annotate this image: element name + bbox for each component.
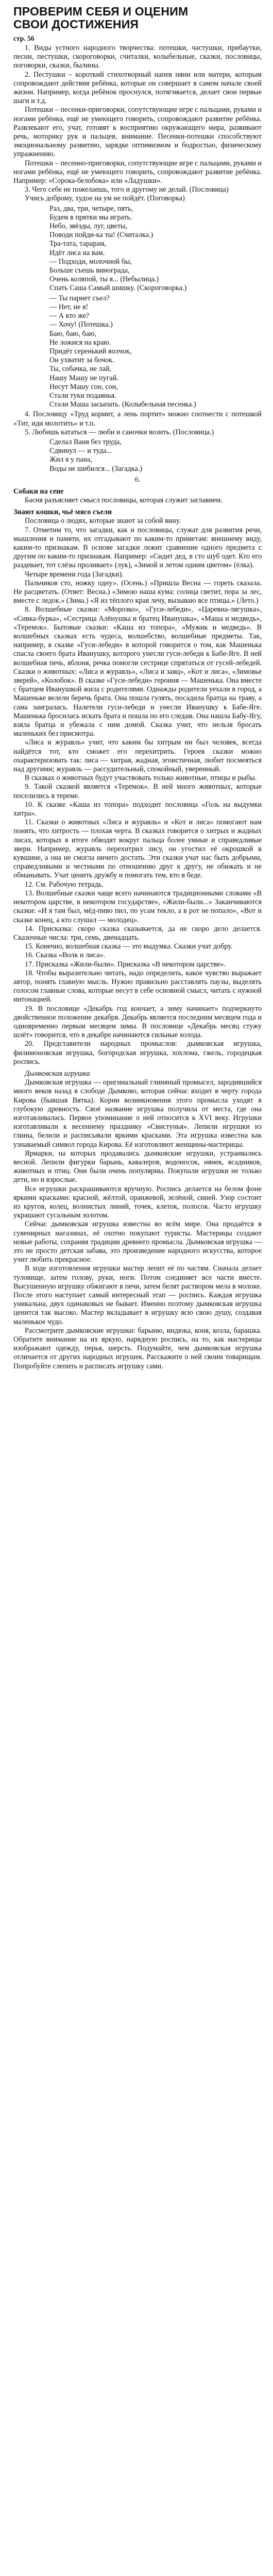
title-line-2: СВОИ ДОСТИЖЕНИЯ	[13, 18, 139, 31]
page-title	[13, 5, 262, 31]
paragraph: 15. Конечно, волшебная сказка — это выдумка. Сказки учат добру.	[25, 942, 233, 951]
paragraph: 11. Сказки о животных «Лиса и журавль» и «Кот и лиса» помогают нам понять, что хитрость — плохая черта. В сказках говорится о хитрых и жадных лисах, которых в итоге обводят вокруг пальца более умные и справедливые звери. Например, журавль перехитрил лису, он угостил её окрошкой в кувшине, а она не смогла ничего достать. Эти сказки учат нас быть добрыми, справедливыми и честными по отношению друг к другу, не обижать и не обманывать. Учат ценить дружбу и помогать тем, кто в беде.	[13, 818, 262, 880]
paragraph: 12. См. Рабочую тетрадь.	[25, 880, 104, 889]
title-line-1: ПРОВЕРИМ СЕБЯ И ОЦЕНИМ	[13, 5, 189, 18]
section-number: 6.	[134, 476, 141, 484]
paragraph: Дымковская игрушка — оригинальный глиняный промысел, зародившийся много веков назад в слободе Дымково, которая сейчас входит в черту города Кирова (бывшая Вятка). Корни возникновения этого промысла уходят в глубокую древность. Своё название игрушка получила от места, где она изготавливалась. Первое упоминание о ней относится к XVI веку. Игрушки изготавливали к весеннему празднику «Свистунья». Лепили игрушки из глины, белили и расписывали яркими красками. Эта игрушка известна как узнаваемый символ города Кирова. Её изготовляют женщины-мастерицы.	[13, 1078, 262, 1149]
verse-line: Жил я у пана,	[49, 455, 92, 464]
paragraph: 7. Отметим то, что загадки, как и пословицы, служат для развития речи, мышления и памяти, их отгадывают по каким-то приметам: внешнему виду, каким-то признакам. В основе загадки лежит сравнение одного предмета с другим по каким-то признакам. Например: «Сидит дед, в сто шуб одет. Кто его раздевает, тот слёзы проливает» (лук), «Зимой и летом одним цветом» (ёлка).	[13, 526, 262, 570]
paragraph: Ярмарки, на которых продавались дымковские игрушки, устраивались весной. Лепили фигурки барынь, кавалеров, водоносок, нянек, всадников, животных и птиц. Они были очень популярны. Покупали игрушки не только дети, но и взрослые.	[13, 1149, 262, 1184]
paragraph: В ходе изготовления игрушки мастер лепит её по частям. Сначала делает туловище, затем голову, руки, ноги. Потом соединяет все части вместе. Высушенную игрушку обжигают в печи, затем белят раствором мела в молоке. После этого наступает самый интересный этап — роспись. Каждая игрушка уникальна, двух одинаковых не бывает. Именно поэтому дымковская игрушка ценится так высоко. Мастер вкладывает в игрушку всю свою душу, создавая маленькое чудо.	[13, 1264, 262, 1326]
paragraph: Все игрушки раскрашиваются вручную. Роспись делается на белом фоне яркими красками: красной, жёлтой, оранжевой, зелёной, синей. Узор состоит из кругов, колец, волнистых линий, точек, клеток, полосок. Часто игрушку украшают сусальным золотом.	[13, 1184, 262, 1220]
subheading: Дымковская игрушка	[25, 1069, 90, 1078]
verse-line: Больше съешь винограда,	[49, 266, 130, 275]
subheading: Знают кошки, чьё мясо съели	[13, 508, 112, 517]
verse-line: Будем в прятки мы играть.	[49, 213, 132, 222]
paragraph: 5. Любишь кататься — люби и саночки возить. (Пословица.)	[25, 428, 214, 436]
verse-line: Баю, баю, баю,	[49, 329, 97, 338]
paragraph: 9. Такой сказкой является «Теремок». В ней много животных, которые поселились в тереме.	[13, 783, 262, 800]
verse-block-1	[49, 205, 262, 293]
paragraph: 8. Волшебные сказки: «Морозко», «Гуси-лебеди», «Царевна-лягушка», «Сивка-бурка», «Сестрица Алёнушка и братец Иванушка», «Маша и медведь», «Теремок». Бытовые сказки: «Каша из топора», «Мужик и медведь». В волшебных сказках есть чудеса, волшебство, волшебные предметы. Так, например, в сказке «Гуси-лебеди» в которой говорится о том, как Машенька спасла своего брата Иванушку, которого унесли гуси-лебеди к Бабе-Яге. В ней волшебная печь, яблоня, речка помогли сестрице спрятаться от гусей-лебедей. Сказки о животных: «Лиса и журавль», «Лиса и заяц», «Кот и лиса», «Зимовье зверей», «Колобок». В сказке «Гуси-лебеди» героиня — Машенька. Она вместе с братцем Иванушкой жила с родителями. Однажды родители уехали в город, а Машеньке велели беречь брата. Она пошла гулять, посадила братца на траву, а сама заигралась. Налетели гуси-лебеди и унесли Иванушку к Бабе-Яге. Машенька бросилась искать брата и пошла по его следам. Она нашла Бабу-Ягу, взяла братца и убежала с ним домой. Сказка учит, что нельзя бросать маленьких без присмотра.	[13, 605, 262, 738]
paragraph: В сказках о животных будут участвовать только животные, птицы и рыбы.	[25, 774, 257, 783]
paragraph: 17. Присказка «Жили-были». Присказка «В некотором царстве».	[25, 960, 226, 969]
verse-line: Воды не шибился... (Загадка.)	[49, 464, 143, 473]
verse-line: Небо, звёзды, луг, цветы,	[49, 222, 128, 231]
verse-line: — А кто же?	[49, 312, 90, 320]
verse-line: Ты, собачка, не лай,	[49, 365, 112, 374]
page-reference: стр. 56	[13, 35, 35, 42]
paragraph: 2. Пестушки – короткий стихотворный напев няни или матери, которым сопровождают действия ребёнка, которые он совершает в самом начале своей жизни. Например, когда ребёнок проснулся, потягивается, делает свои первые шаги и т.д.	[13, 70, 262, 106]
verse-line: Сделал Ваня без труда,	[49, 437, 122, 446]
subheading: Собаки на сене	[13, 487, 64, 496]
verse-line: Несут Машу сон, сон,	[49, 382, 118, 391]
verse-line: Очень коляпой, ты я... (Небылица.)	[49, 275, 159, 284]
verse-line: Нашу Машу не пугай.	[49, 374, 118, 382]
paragraph: 1. Виды устного народного творчества: потешки, частушки, прибаутки, песни, пестушки, скороговорки, считалки, колыбельные, сказки, пословицы, поговорки, сказки, былины.	[13, 44, 262, 70]
paragraph: 16. Сказка «Волк и лиса».	[25, 951, 106, 960]
verse-line: Не ложися на краю.	[49, 338, 111, 347]
paragraph: 20. Представители народных промыслов: дымковская игрушка, филимоновская игрушка, богородская игрушка, хохлома, гжель, городецкая роспись.	[13, 1040, 262, 1066]
verse-line: Поводи пойди-ка ты! (Считалка.)	[49, 231, 153, 240]
paragraph: Сейчас дымковская игрушка известна во всём мире. Она продаётся в сувенирных магазинах, её охотно покупают туристы. Мастерицы создают новые работы, сохраняя традиции древнего промысла. Дымковская игрушка — это не просто детская забава, это произведение народного искусства, которое учит любить прекрасное.	[13, 1220, 262, 1264]
paragraph: 13. Волшебные сказки чаще всего начинаются традиционными словами «В некотором царстве, в некотором государстве», «Жили-были...» Заканчиваются сказки: «И я там был, мёд-пиво пил, по усам текло, а в рот не попало», «Вот и сказке конец, а кто слушал — молодец».	[13, 889, 262, 924]
paragraph: Потешки – песенно-приговорки, сопутствующие игре с пальцами, руками и ногами ребёнка, ещё не умеющего говорить, сопровождают развитие ребёнка. Например: «Сорока-белобока» или «Ладушки».	[13, 159, 262, 185]
verse-line: Идёт лиса на вам.	[49, 248, 105, 257]
verse-line: Придёт серенький волчок,	[49, 347, 132, 355]
verse-line: Стали Маша засыпать. (Колыбельная песенка.)	[49, 400, 196, 409]
verse-line: Он ухватит за бочок.	[49, 356, 114, 365]
verse-line: Тра-тата, тарарам,	[49, 240, 107, 248]
paragraph: «Лиса и журавль» учит, что каким бы хитрым ни был человек, всегда найдётся тот, кто сможет его перехитрить. Героев сказки можно охарактеризовать так: лиса — хитрая, жадная, эгоистичная, любит посмеяться над другими; журавль — рассудительный, спокойный, уверенный.	[13, 738, 262, 774]
verse-line: Спать Саша Самый шишку. (Скороговорка.)	[49, 284, 187, 293]
verse-line: — Подходи, молочной бы,	[49, 257, 132, 266]
verse-line: Стали туки подаянья.	[49, 391, 116, 400]
paragraph: Басня разъясняет смысл пословицы, которая служит заглавием.	[25, 496, 223, 504]
verse-line: — Нет, не я!	[49, 302, 89, 311]
paragraph: Пальчиков сто, ножку одну». (Осень.) «Пришла Весна — гореть сказала. Не расцветать. (Ответ: Весна.) «Зимою наша кума: солнца светит, пора за лес, вместе с ледок.» (Зима.) «Я из тёплого края лечу, вызываю все птицы.» (Лето.)	[13, 579, 262, 605]
verse-line: Сдвинул — и туда...	[49, 447, 112, 455]
paragraph: 18. Чтобы выразительно читать, надо определить, какое чувство выражает автор, понять главную мысль. Нужно правильно расставлять паузы, выделять голосом главные слова, которые несут в себе основной смысл, читать с нужной интонацией.	[13, 969, 262, 1004]
verse-block-3	[49, 438, 262, 473]
verse-line: — Ты парнет съел?	[49, 294, 110, 302]
paragraph: 14. Присказка: скоро сказка сказывается, да не скоро дело делается. Сказочные числа: три, семь, двенадцать.	[13, 924, 262, 942]
verse-block-2	[49, 294, 262, 410]
verse-line: — Хочу! (Потешка.)	[49, 320, 113, 329]
verse-line: Раз, два, три, четыре, пять,	[49, 204, 133, 213]
paragraph: Рассмотрите дымковские игрушки: барыню, индюка, коня, козла, барашка. Обратите внимание на их яркую, нарядную роспись, на то, как мастерицы изображают одежду, перья, шерсть. Подумайте, чем дымковская игрушка отличается от других народных игрушек. Расскажите о ней своим товарищам. Попробуйте слепить и расписать игрушку сами.	[13, 1326, 262, 1370]
paragraph: Учись доброму, худое на ум не пойдёт. (Поговорка)	[25, 194, 185, 203]
paragraph: Четыре времени года (Загадки).	[25, 570, 124, 579]
paragraph: Потешки – песенки-приговорки, сопутствующие игре с пальцами, руками и ногами ребёнка, ещё не умеющего говорить, сопровождают развитие ребёнка. Развлекают его, учат, готовят к восприятию окружающего мира, развивают речь, моторику рук и пальцев, внимание. Песенки-потешки способствуют эмоциональному развитию, зарядке оптимизмом и бодростью, физическому упражнению.	[13, 106, 262, 159]
paragraph: 19. В пословице «Декабрь год кончает, а зиму начинает» подчеркнуто двойственное положение декабря. Декабрь является последним месяцем года и одновременно первым месяцем зимы. В пословице «Декабрь месяц стужу шлёт» говорится, что в декабре начинаются сильные холода.	[13, 1004, 262, 1040]
paragraph: 3. Чего себе не пожелаешь, того и другому не делай. (Пословица)	[25, 185, 229, 194]
paragraph: 4. Пословицу «Труд кормит, а лень портит» можно соотнести с потешкой «Тит, иди молотить» и т.п.	[13, 410, 262, 428]
paragraph: Пословица о людях, которые знают за собой вину.	[25, 517, 181, 526]
paragraph: 10. К сказке «Каша из топора» подходит пословица «Голь на выдумки хитра».	[13, 800, 262, 818]
